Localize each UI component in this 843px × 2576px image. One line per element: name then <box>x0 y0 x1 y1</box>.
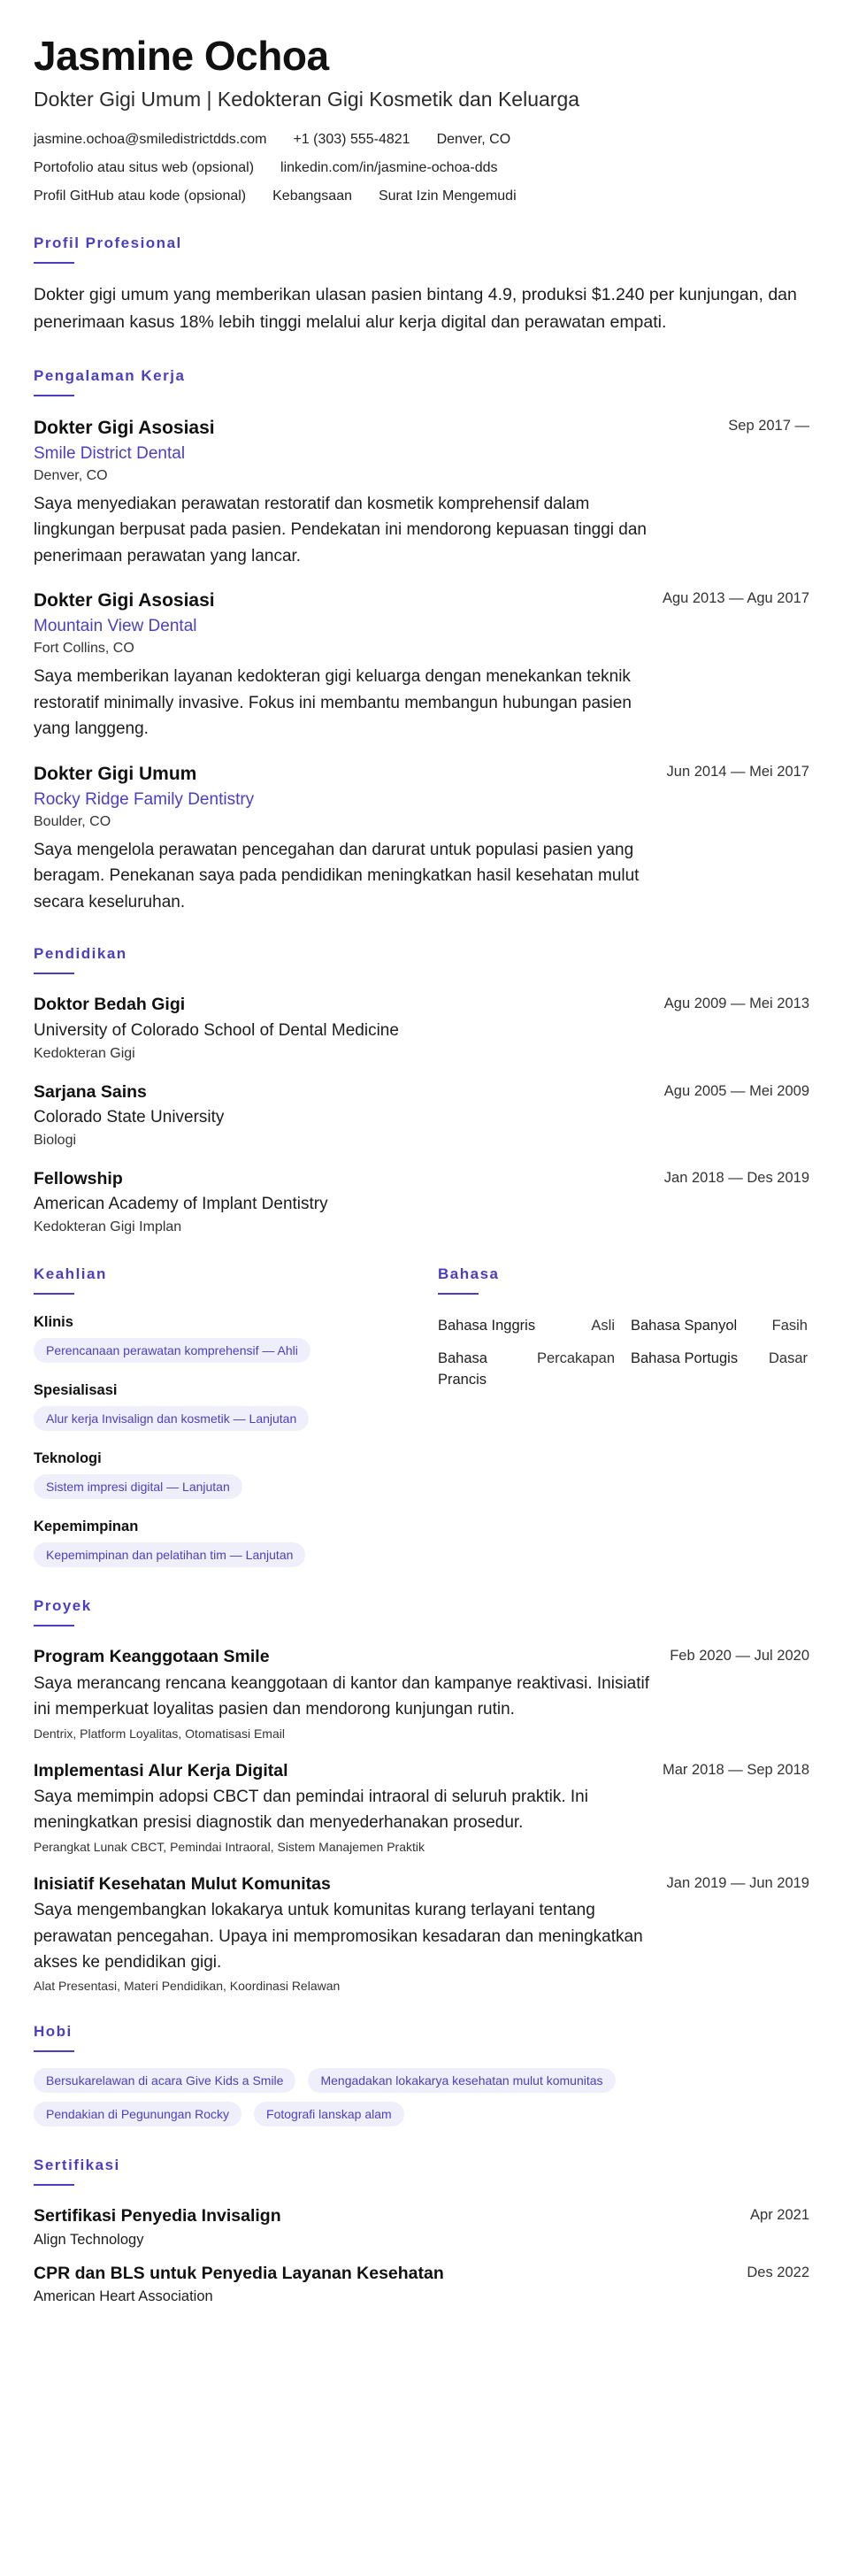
section-divider <box>438 1293 479 1295</box>
languages-grid <box>438 1316 809 1389</box>
section-title: Proyek <box>34 1597 92 1615</box>
certification-date: Des 2022 <box>747 2264 809 2280</box>
job-description: Saya mengelola perawatan pencegahan dan darurat untuk populasi pasien yang beragam. Penekanan saya pada pendidikan meningkatkan hasil kesehatan mulut secara keseluruhan. <box>34 841 640 911</box>
contact-row <box>34 159 809 176</box>
contact-linkedin[interactable]: linkedin.com/in/jasmine-ochoa-dds <box>280 159 498 175</box>
language-item <box>631 1316 808 1336</box>
contact-info <box>34 131 809 205</box>
section-divider <box>34 1293 74 1295</box>
school-name: University of Colorado School of Dental Medicine <box>34 1020 399 1040</box>
project-name: Program Keanggotaan Smile <box>34 1647 270 1667</box>
section-divider <box>34 262 74 264</box>
job-location: Fort Collins, CO <box>34 641 134 657</box>
company-name: Smile District Dental <box>34 443 186 463</box>
skill-category: Spesialisasi <box>34 1382 118 1399</box>
project-description: Saya mengembangkan lokakarya untuk komunitas kurang terlayani tentang perawatan pencegahan. Upaya ini mempromosikan kesadaran dan meningkatkan akses ke pendidikan gigi. <box>34 1901 643 1972</box>
project-tools: Dentrix, Platform Loyalitas, Otomatisasi Email <box>34 1726 285 1741</box>
certification-name: Sertifikasi Penyedia Invisalign <box>34 2206 281 2226</box>
resume-header <box>34 34 809 204</box>
certification-name: CPR dan BLS untuk Penyedia Layanan Kesehatan <box>34 2263 444 2283</box>
hobby-chip: Mengadakan lokakarya kesehatan mulut komunitas <box>308 2068 615 2093</box>
education-dates: Agu 2009 — Mei 2013 <box>663 996 809 1012</box>
school-name: Colorado State University <box>34 1108 225 1127</box>
job-dates: Jun 2014 — Mei 2017 <box>666 763 809 780</box>
projects-section <box>34 1597 809 1993</box>
job-description: Saya memberikan layanan kedokteran gigi keluarga dengan menekankan teknik restoratif minimally invasive. Fokus ini membantu membangun hubungan pasien yang langgeng. <box>34 667 632 739</box>
job-description: Saya menyediakan perawatan restoratif dan kosmetik komprehensif dalam lingkungan berpusat pada pasien. Pendekatan ini mendorong kepuasan tinggi dan penerimaan perawatan yang lancar. <box>34 494 647 565</box>
candidate-headline: Dokter Gigi Umum | Kedokteran Gigi Kosmetik dan Keluarga <box>34 87 580 111</box>
job-dates: Sep 2017 — <box>728 417 809 434</box>
certification-entry <box>34 2263 809 2305</box>
section-title: Bahasa <box>438 1265 500 1283</box>
section-title: Pengalaman Kerja <box>34 366 186 384</box>
field-of-study: Kedokteran Gigi <box>34 1045 135 1061</box>
language-level: Percakapan <box>536 1350 615 1367</box>
skill-category: Klinis <box>34 1314 73 1331</box>
contact-row <box>34 131 809 148</box>
language-item <box>631 1349 808 1389</box>
experience-entry <box>34 588 809 742</box>
skill-group <box>34 1519 438 1567</box>
section-title: Pendidikan <box>34 945 127 963</box>
contact-driving-license: Surat Izin Mengemudi <box>378 188 517 204</box>
company-name: Mountain View Dental <box>34 617 197 636</box>
section-title: Keahlian <box>34 1265 107 1283</box>
field-of-study: Biologi <box>34 1133 77 1149</box>
section-title: Profil Profesional <box>34 235 182 252</box>
contact-email[interactable]: jasmine.ochoa@smiledistrictdds.com <box>34 131 267 147</box>
education-section <box>34 945 809 1235</box>
hobbies-section <box>34 2023 809 2126</box>
summary-text: Dokter gigi umum yang memberikan ulasan pasien bintang 4.9, produksi $1.240 per kunjungan, dan penerimaan kasus 18% lebih tinggi melalui alur kerja digital dan perawatan empati. <box>34 285 797 333</box>
skill-category: Kepemimpinan <box>34 1519 139 1535</box>
section-divider <box>34 2184 74 2186</box>
section-divider <box>34 973 74 974</box>
skill-category: Teknologi <box>34 1450 102 1467</box>
project-entry <box>34 1646 809 1740</box>
skill-group <box>34 1450 438 1499</box>
certification-issuer: Align Technology <box>34 2231 144 2248</box>
hobby-chip: Bersukarelawan di acara Give Kids a Smile <box>34 2068 295 2093</box>
job-title: Dokter Gigi Asosiasi <box>34 590 215 611</box>
project-description: Saya merancang rencana keanggotaan di kantor dan kampanye reaktivasi. Inisiatif ini memperkuat loyalitas pasien dan mendorong kunjungan rutin. <box>34 1673 650 1719</box>
contact-github[interactable]: Profil GitHub atau kode (opsional) <box>34 188 247 204</box>
hobby-chip: Pendakian di Pegunungan Rocky <box>34 2102 241 2126</box>
skills-section <box>34 1265 438 1567</box>
field-of-study: Kedokteran Gigi Implan <box>34 1219 182 1235</box>
language-name: Bahasa Spanyol <box>631 1318 738 1334</box>
project-name: Implementasi Alur Kerja Digital <box>34 1760 288 1780</box>
project-description: Saya memimpin adopsi CBCT dan pemindai intraoral di seluruh praktik. Ini meningkatkan presisi diagnostik dan menyederhanakan prosedur. <box>34 1787 588 1833</box>
hobby-chip: Fotografi lanskap alam <box>254 2102 404 2126</box>
section-title: Sertifikasi <box>34 2157 120 2174</box>
degree-name: Sarjana Sains <box>34 1081 147 1102</box>
summary-section <box>34 235 809 336</box>
skill-group <box>34 1314 438 1363</box>
education-entry <box>34 1168 809 1235</box>
job-location: Denver, CO <box>34 467 108 483</box>
job-dates: Agu 2013 — Agu 2017 <box>662 590 809 607</box>
certification-date: Apr 2021 <box>750 2207 809 2224</box>
language-name: Bahasa Portugis <box>631 1350 739 1367</box>
contact-row <box>34 188 809 204</box>
education-entry <box>34 994 809 1061</box>
degree-name: Doktor Bedah Gigi <box>34 995 186 1015</box>
hobby-list <box>34 2068 706 2126</box>
section-divider <box>34 1625 74 1626</box>
job-title: Dokter Gigi Asosiasi <box>34 417 215 438</box>
project-dates: Feb 2020 — Jul 2020 <box>670 1648 809 1665</box>
school-name: American Academy of Implant Dentistry <box>34 1195 328 1214</box>
experience-section <box>34 367 809 916</box>
experience-entry <box>34 762 809 916</box>
language-name: Bahasa Inggris <box>438 1318 536 1334</box>
language-level: Fasih <box>771 1318 808 1334</box>
project-tools: Alat Presentasi, Materi Pendidikan, Koordinasi Relawan <box>34 1979 341 1994</box>
section-title: Hobi <box>34 2023 73 2041</box>
job-location: Boulder, CO <box>34 814 111 830</box>
languages-section <box>438 1265 809 1567</box>
project-entry <box>34 1760 809 1854</box>
project-name: Inisiatif Kesehatan Mulut Komunitas <box>34 1873 331 1894</box>
company-name: Rocky Ridge Family Dentistry <box>34 790 255 810</box>
skill-chip: Sistem impresi digital — Lanjutan <box>34 1474 242 1499</box>
project-dates: Jan 2019 — Jun 2019 <box>666 1874 809 1891</box>
language-level: Asli <box>591 1318 615 1334</box>
education-dates: Jan 2018 — Des 2019 <box>663 1170 809 1187</box>
language-name: Bahasa Prancis <box>438 1350 487 1388</box>
education-dates: Agu 2005 — Mei 2009 <box>663 1082 809 1099</box>
certification-entry <box>34 2205 809 2248</box>
job-title: Dokter Gigi Umum <box>34 763 197 784</box>
certification-issuer: American Heart Association <box>34 2288 213 2305</box>
contact-portfolio[interactable]: Portofolio atau situs web (opsional) <box>34 159 255 175</box>
contact-location: Denver, CO <box>436 131 511 147</box>
language-item <box>438 1349 615 1389</box>
section-divider <box>34 2050 74 2052</box>
skills-languages-row <box>34 1265 809 1567</box>
contact-nationality: Kebangsaan <box>272 188 352 204</box>
contact-phone[interactable]: +1 (303) 555-4821 <box>293 131 410 147</box>
education-entry <box>34 1081 809 1149</box>
skill-chip: Perencanaan perawatan komprehensif — Ahli <box>34 1338 310 1363</box>
section-divider <box>34 395 74 396</box>
project-tools: Perangkat Lunak CBCT, Pemindai Intraoral, Sistem Manajemen Praktik <box>34 1839 425 1854</box>
skill-group <box>34 1382 438 1431</box>
skill-chip: Alur kerja Invisalign dan kosmetik — Lanjutan <box>34 1406 309 1431</box>
experience-entry <box>34 416 809 570</box>
project-dates: Mar 2018 — Sep 2018 <box>662 1761 809 1778</box>
skill-chip: Kepemimpinan dan pelatihan tim — Lanjutan <box>34 1542 305 1567</box>
project-entry <box>34 1873 809 1994</box>
certifications-section <box>34 2157 809 2305</box>
language-item <box>438 1316 615 1336</box>
candidate-name: Jasmine Ochoa <box>34 33 329 79</box>
language-level: Dasar <box>768 1350 808 1367</box>
degree-name: Fellowship <box>34 1169 123 1189</box>
